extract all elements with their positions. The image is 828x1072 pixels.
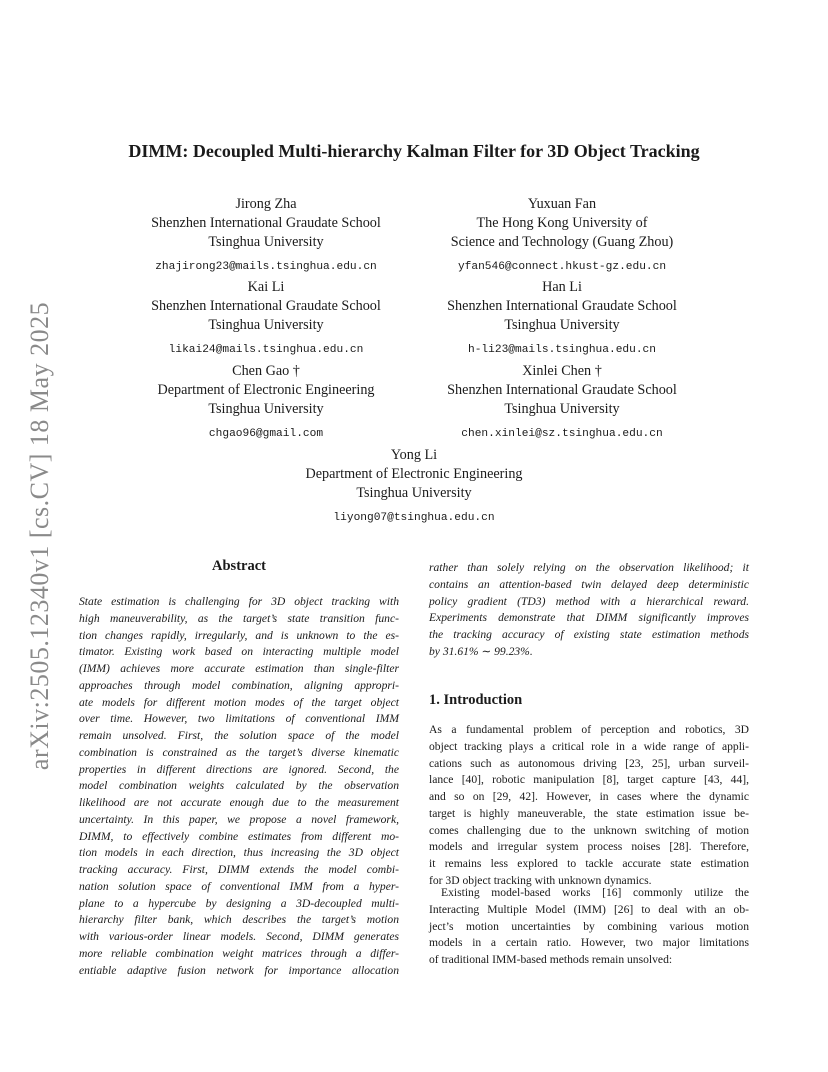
text-line: models and irregular system process noises [28]. Therefore,: [429, 840, 749, 854]
abstract-text-left: [79, 594, 399, 979]
text-line: hierarchy filter bank, which describes the target’s motion: [79, 913, 399, 927]
text-line: with various-order linear models. Second, DIMM generates: [79, 930, 399, 943]
text-line: ate models for different motion modes of the target object: [79, 695, 399, 709]
text-line: uncertainty. In this paper, we propose a novel framework,: [79, 812, 399, 826]
author-affiliation: Shenzhen International Graudate School: [151, 215, 381, 231]
text-line: DIMM, to effectively combine estimates from different mo-: [79, 829, 399, 843]
author-email[interactable]: liyong07@tsinghua.edu.cn: [333, 512, 495, 524]
author-affiliation: The Hong Kong University of: [476, 215, 648, 231]
author-affiliation: Department of Electronic Engineering: [157, 382, 375, 398]
text-line: contains an attention-based twin delayed deep deterministic: [429, 577, 749, 591]
author-name: Xinlei Chen †: [522, 363, 602, 379]
intro-paragraph-1: [429, 722, 749, 890]
text-line: tion models in each direction, thus increasing the 3D object: [79, 846, 399, 860]
text-line: models in a certain ratio. However, two major limitations: [429, 936, 749, 950]
author-name: Han Li: [542, 279, 582, 295]
arxiv-side-label: arXiv:2505.12340v1 [cs.CV] 18 May 2025: [25, 301, 54, 771]
text-line: cations such as autonomous driving [23, 25], urban surveil-: [429, 756, 749, 770]
text-line: of traditional IMM-based methods remain unsolved:: [429, 953, 673, 966]
text-line: likelihood are not accurate enough due to the measurement: [79, 796, 399, 809]
text-line: plane to a hypercube by designing a 3D-decoupled multi-: [79, 896, 399, 910]
text-line: and so on [29, 42]. However, in cases where the dynamic: [429, 790, 749, 803]
author-affiliation: Tsinghua University: [208, 401, 324, 417]
author-email[interactable]: chgao96@gmail.com: [208, 428, 324, 440]
text-line: by 31.61% ∼ 99.23%.: [429, 644, 533, 658]
text-line: rather than solely relying on the observation likelihood; it: [429, 561, 749, 574]
text-line: policy gradient (TD3) method with a hierarchical reward.: [429, 594, 749, 608]
author-email[interactable]: likai24@mails.tsinghua.edu.cn: [168, 344, 364, 356]
abstract-heading: Abstract: [212, 558, 266, 574]
text-line: (IMM) achieves more accurate estimation than single-filter: [79, 662, 399, 675]
author-email[interactable]: h-li23@mails.tsinghua.edu.cn: [468, 344, 656, 356]
text-line: Existing model-based works [16] commonly utilize the: [441, 886, 749, 899]
text-line: tracking accuracy. First, DIMM extends the model combi-: [79, 863, 399, 876]
text-line: combination is constrained as the target’s diverse kinematic: [79, 745, 399, 759]
text-line: comes challenging due to the unknown switching of motion: [429, 823, 749, 837]
author-affiliation: Department of Electronic Engineering: [305, 466, 523, 482]
author-email[interactable]: zhajirong23@mails.tsinghua.edu.cn: [155, 261, 377, 273]
text-line: remain unsolved. First, the solution space of the model: [79, 729, 399, 742]
author-affiliation: Tsinghua University: [208, 317, 324, 333]
author-name: Jirong Zha: [235, 196, 297, 212]
text-line: the tracking accuracy of existing state estimation methods: [429, 628, 749, 641]
author-affiliation: Tsinghua University: [356, 485, 472, 501]
text-line: more reliable combination weight matrices through a differ-: [79, 946, 399, 960]
author-email[interactable]: yfan546@connect.hkust-gz.edu.cn: [457, 261, 667, 273]
text-line: tion changes rapidly, irregularly, and is unknown to the es-: [79, 628, 399, 642]
text-line: Interacting Multiple Model (IMM) [26] to deal with an ob-: [429, 902, 749, 916]
text-line: over time. However, two limitations of conventional IMM: [79, 712, 399, 726]
intro-paragraph-2: [429, 885, 749, 969]
text-line: it remains less explored to tackle accurate state estimation: [429, 857, 749, 870]
author-name: Yuxuan Fan: [527, 196, 597, 212]
author-affiliation: Tsinghua University: [208, 234, 324, 250]
author-email[interactable]: chen.xinlei@sz.tsinghua.edu.cn: [461, 428, 663, 440]
text-line: approaches through model combination, aligning appropri-: [79, 678, 399, 692]
author-block: [230, 446, 598, 528]
author-name: Chen Gao †: [232, 363, 300, 379]
text-line: high maneuverability, as the target’s state transition func-: [79, 611, 399, 625]
abstract-text-right: [429, 560, 749, 661]
text-line: model combination weights calculated by the observation: [79, 779, 399, 793]
author-affiliation: Shenzhen International Graudate School: [151, 298, 381, 314]
author-affiliation: Science and Technology (Guang Zhou): [450, 234, 674, 250]
author-name: Kai Li: [247, 279, 285, 295]
paper-title: DIMM: Decoupled Multi-hierarchy Kalman Filter for 3D Object Tracking: [128, 141, 700, 161]
text-line: target is highly maneuverable, the state estimation issue be-: [429, 806, 749, 820]
text-line: ject’s motion uncertainties by combining various motion: [429, 919, 749, 933]
author-affiliation: Shenzhen International Graudate School: [447, 298, 677, 314]
author-block: [378, 362, 746, 444]
author-name: Yong Li: [390, 447, 438, 463]
author-affiliation: Shenzhen International Graudate School: [447, 382, 677, 398]
text-line: State estimation is challenging for 3D object tracking with: [79, 595, 399, 608]
text-line: object tracking plays a critical role in a wide range of appli-: [429, 739, 749, 753]
text-line: As a fundamental problem of perception and robotics, 3D: [429, 723, 749, 736]
text-line: timator. Existing work based on interacting multiple model: [79, 645, 399, 659]
section-heading-introduction: 1. Introduction: [429, 692, 523, 708]
author-affiliation: Tsinghua University: [504, 401, 620, 417]
text-line: entiable adaptive fusion network for importance allocation: [79, 963, 399, 977]
author-block: [378, 278, 746, 360]
author-block: [378, 195, 746, 277]
text-line: lance [40], robotic manipulation [8], target capture [43, 44],: [429, 773, 749, 787]
text-line: nation solution space of conventional IMM from a hyper-: [79, 879, 399, 893]
author-affiliation: Tsinghua University: [504, 317, 620, 333]
text-line: Experiments demonstrate that DIMM significantly improves: [429, 611, 749, 625]
text-line: properties in different directions are ignored. Second, the: [79, 762, 399, 776]
text-line: for 3D object tracking with unknown dynamics.: [429, 873, 652, 887]
